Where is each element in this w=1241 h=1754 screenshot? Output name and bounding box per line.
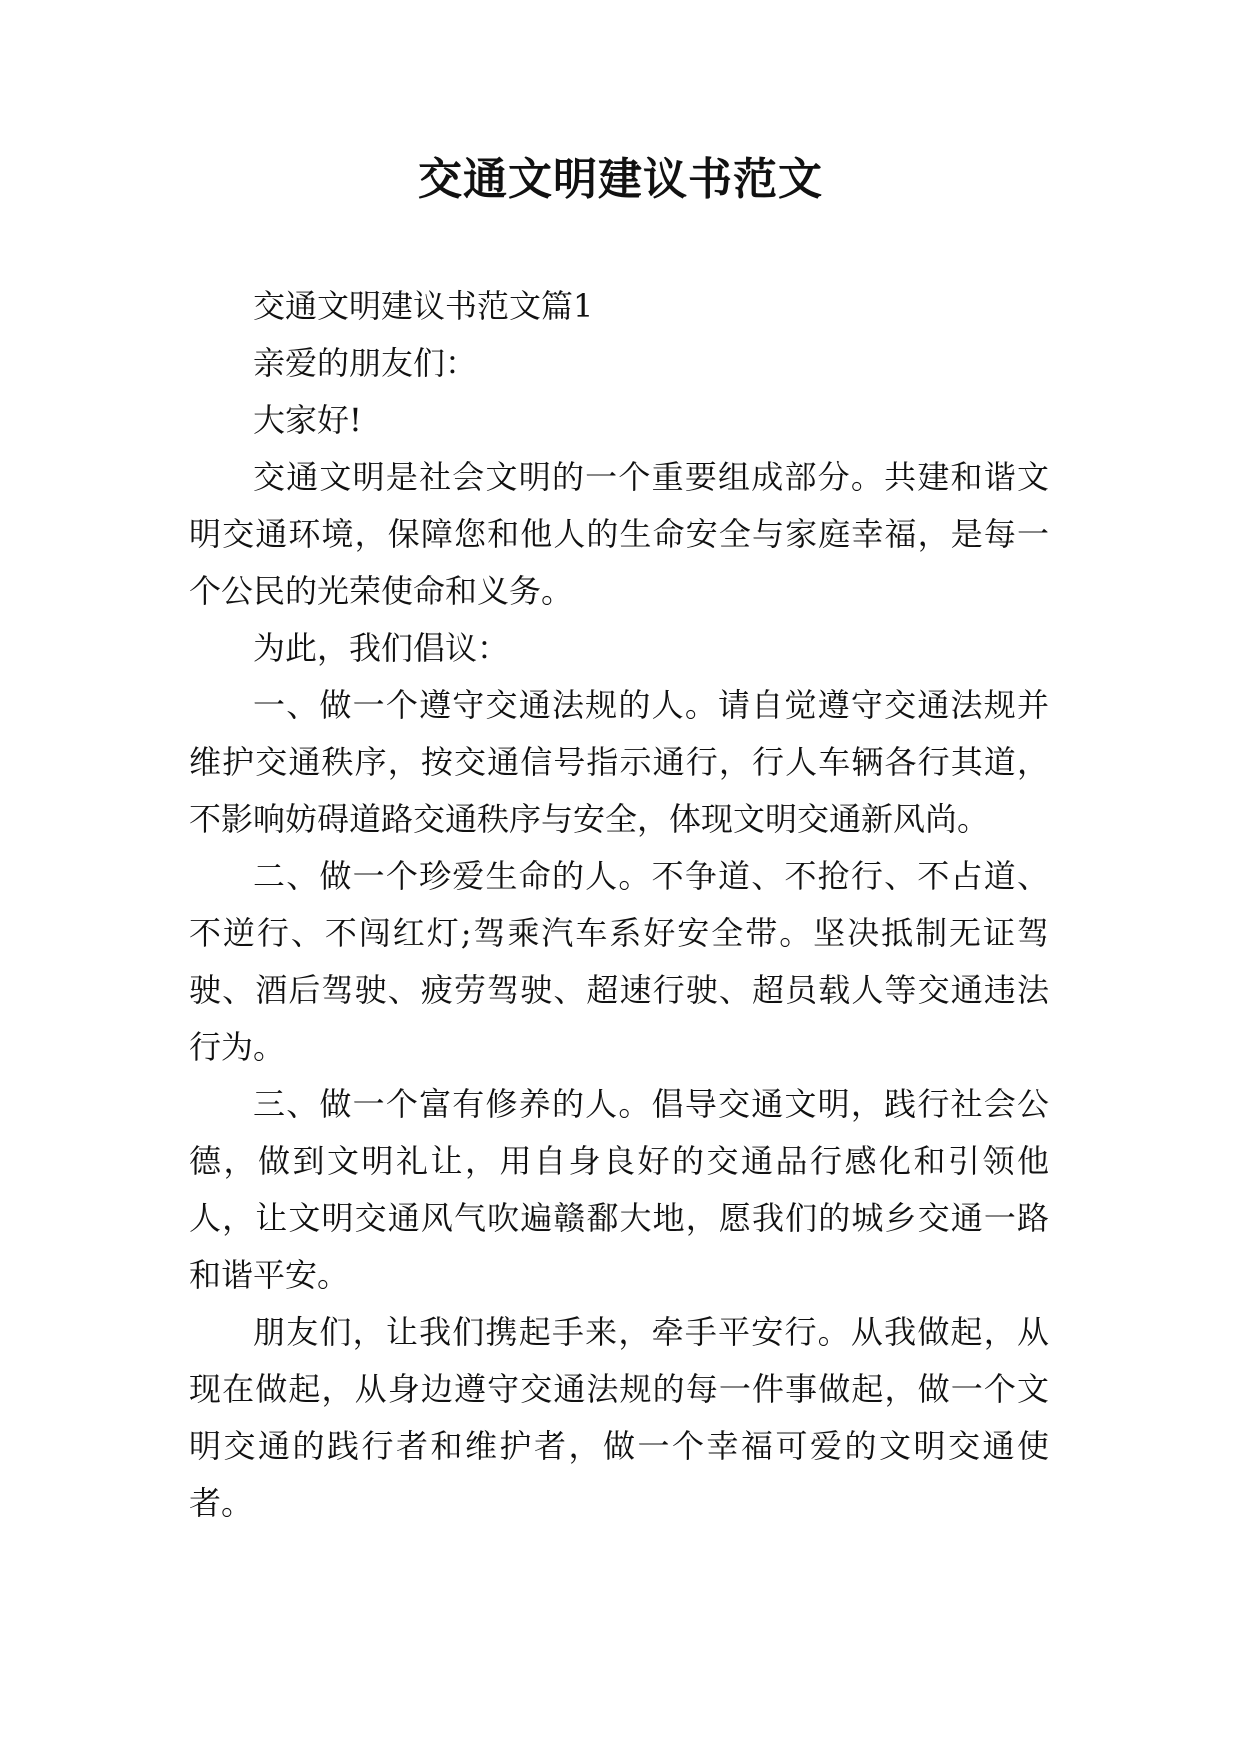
paragraph-proposal-1: 一、做一个遵守交通法规的人。请自觉遵守交通法规并维护交通秩序，按交通信号指示通行，行人车辆各行其道，不影响妨碍道路交通秩序与安全，体现文明交通新风尚。 — [189, 686, 1049, 838]
paragraph-intro: 交通文明是社会文明的一个重要组成部分。共建和谐文明交通环境，保障您和他人的生命安全与家庭幸福，是每一个公民的光荣使命和义务。 — [189, 458, 1049, 610]
paragraph-proposal-3: 三、做一个富有修养的人。倡导交通文明，践行社会公德，做到文明礼让，用自身良好的交通品行感化和引领他人，让文明交通风气吹遍赣鄱大地，愿我们的城乡交通一路和谐平安。 — [189, 1085, 1049, 1294]
paragraph-salutation: 亲爱的朋友们： — [253, 344, 478, 382]
document-body — [189, 278, 1049, 1532]
paragraph-proposal-lead: 为此，我们倡议： — [253, 629, 510, 667]
paragraph-greeting: 大家好! — [253, 401, 362, 439]
document-title: 交通文明建议书范文 — [418, 154, 823, 205]
paragraph-proposal-2: 二、做一个珍爱生命的人。不争道、不抢行、不占道、不逆行、不闯红灯;驾乘汽车系好安全带。坚决抵制无证驾驶、酒后驾驶、疲劳驾驶、超速行驶、超员载人等交通违法行为。 — [189, 857, 1049, 1066]
paragraph-closing: 朋友们，让我们携起手来，牵手平安行。从我做起，从现在做起，从身边遵守交通法规的每一件事做起，做一个文明交通的践行者和维护者，做一个幸福可爱的文明交通使者。 — [189, 1313, 1049, 1522]
paragraph-section-heading: 交通文明建议书范文篇1 — [253, 287, 594, 325]
